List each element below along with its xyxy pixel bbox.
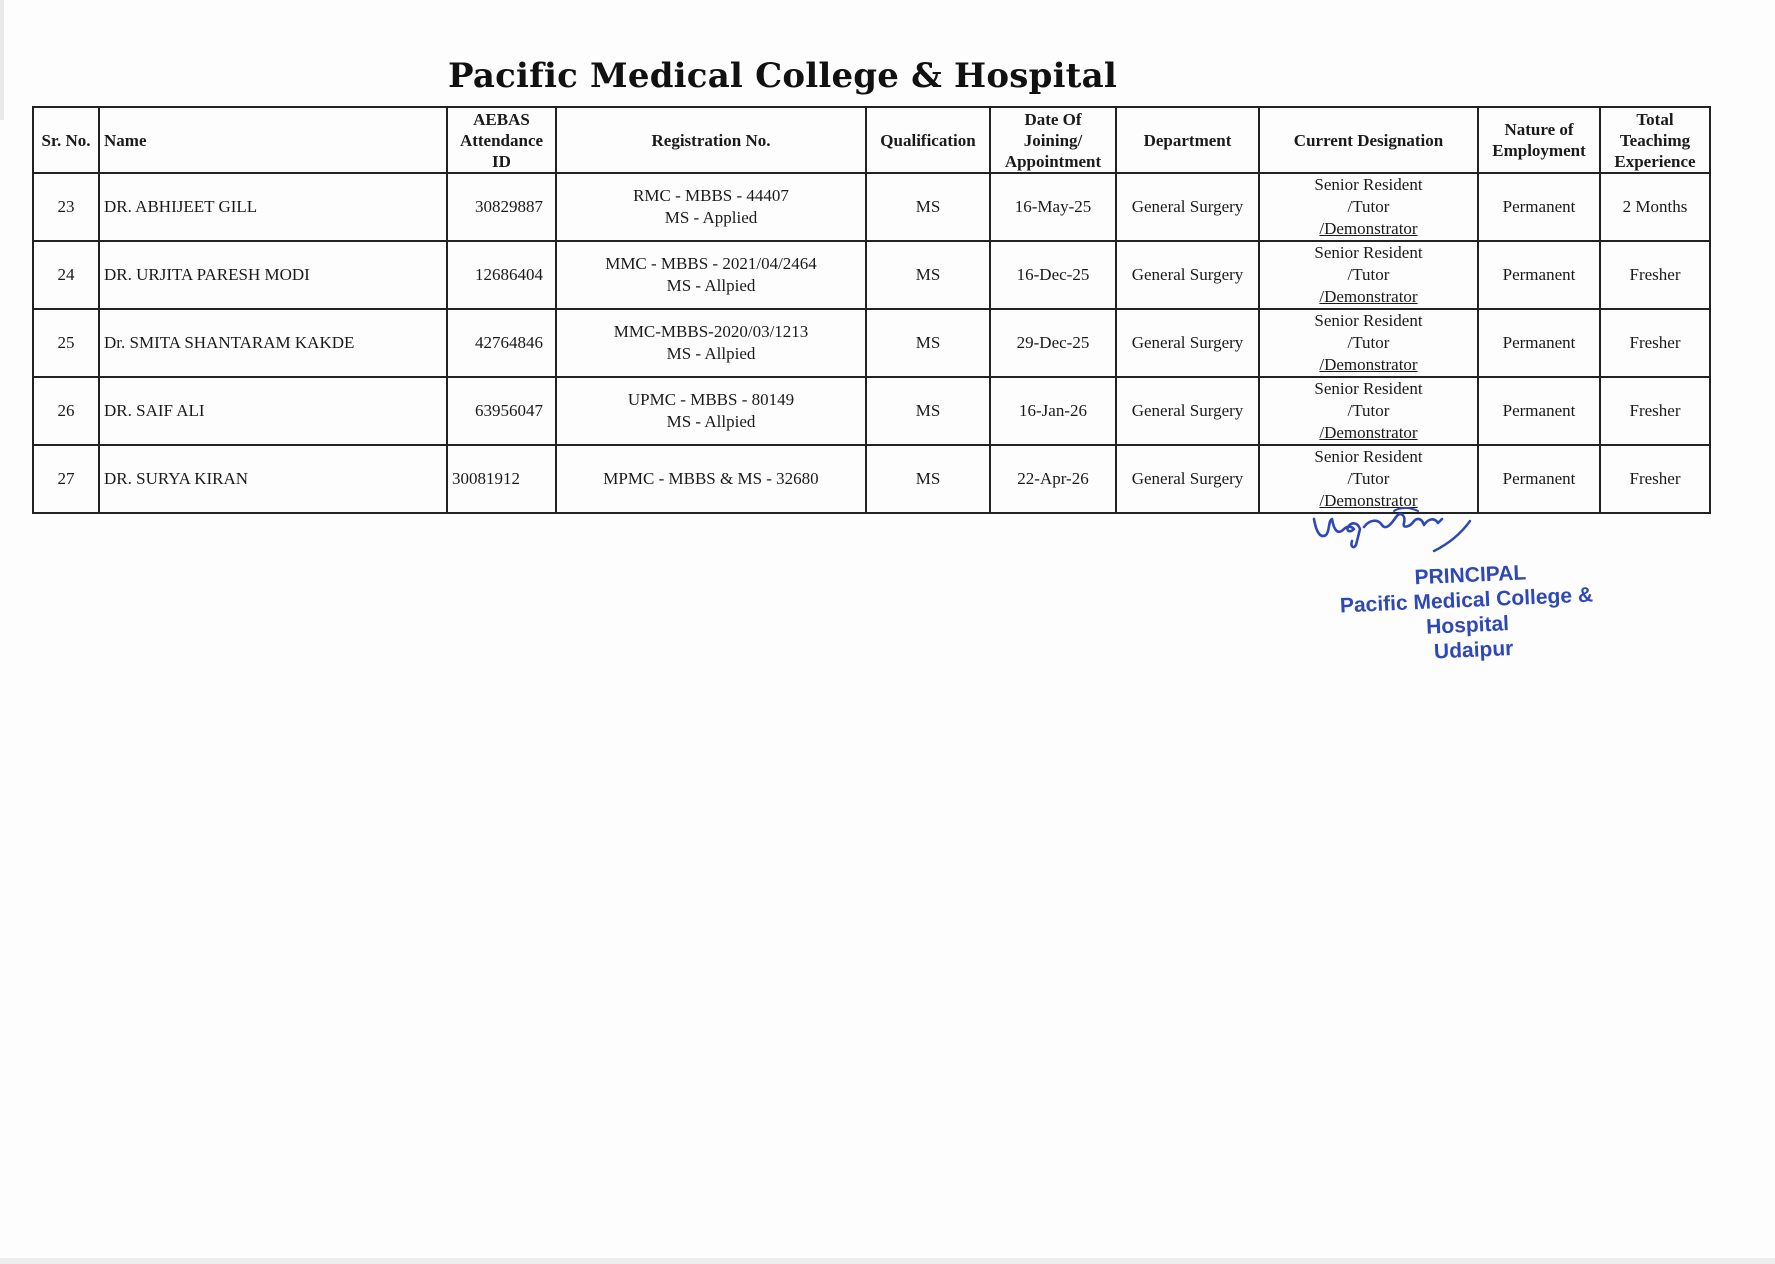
cell-nature-of-employment: Permanent [1478, 445, 1600, 513]
cell-sr-no: 26 [33, 377, 99, 445]
cell-registration: UPMC - MBBS - 80149 MS - Allpied [556, 377, 866, 445]
cell-qualification: MS [866, 445, 990, 513]
staff-table [32, 106, 1711, 514]
cell-nature-of-employment: Permanent [1478, 377, 1600, 445]
header-aebas: AEBAS Attendance ID [447, 107, 556, 173]
cell-aebas-id: 12686404 [447, 241, 556, 309]
cell-name: DR. SAIF ALI [99, 377, 447, 445]
stamp-institution: Pacific Medical College & Hospital [1339, 583, 1594, 639]
page-bottom-edge [0, 1258, 1775, 1264]
header-department: Department [1116, 107, 1259, 173]
cell-teaching-experience: Fresher [1600, 309, 1710, 377]
cell-department: General Surgery [1116, 445, 1259, 513]
principal-stamp [1305, 556, 1639, 670]
cell-date-of-joining: 29-Dec-25 [990, 309, 1116, 377]
cell-aebas-id: 63956047 [447, 377, 556, 445]
cell-sr-no: 24 [33, 241, 99, 309]
cell-registration: RMC - MBBS - 44407 MS - Applied [556, 173, 866, 241]
cell-aebas-id: 30829887 [447, 173, 556, 241]
cell-designation: Senior Resident /Tutor /Demonstrator [1259, 241, 1478, 309]
cell-designation: Senior Resident /Tutor /Demonstrator [1259, 309, 1478, 377]
header-nature-of-employment: Nature of Employment [1478, 107, 1600, 173]
cell-qualification: MS [866, 173, 990, 241]
cell-aebas-id: 42764846 [447, 309, 556, 377]
table-row [33, 173, 1710, 241]
stamp-title: PRINCIPAL [1414, 561, 1527, 590]
table-row [33, 309, 1710, 377]
table-header-row [33, 107, 1710, 173]
table-row [33, 241, 1710, 309]
cell-teaching-experience: Fresher [1600, 241, 1710, 309]
cell-nature-of-employment: Permanent [1478, 241, 1600, 309]
header-teaching-experience: Total Teachimg Experience [1600, 107, 1710, 173]
cell-department: General Surgery [1116, 377, 1259, 445]
cell-aebas-id: 30081912 [447, 445, 556, 513]
cell-date-of-joining: 16-Dec-25 [990, 241, 1116, 309]
principal-signature [1310, 505, 1510, 565]
cell-registration: MPMC - MBBS & MS - 32680 [556, 445, 866, 513]
cell-date-of-joining: 16-May-25 [990, 173, 1116, 241]
cell-nature-of-employment: Permanent [1478, 173, 1600, 241]
cell-name: Dr. SMITA SHANTARAM KAKDE [99, 309, 447, 377]
cell-sr-no: 25 [33, 309, 99, 377]
cell-name: DR. SURYA KIRAN [99, 445, 447, 513]
header-name: Name [99, 107, 447, 173]
table-row [33, 377, 1710, 445]
cell-sr-no: 23 [33, 173, 99, 241]
table-row [33, 445, 1710, 513]
cell-nature-of-employment: Permanent [1478, 309, 1600, 377]
document-title: Pacific Medical College & Hospital [448, 56, 1117, 96]
cell-teaching-experience: Fresher [1600, 377, 1710, 445]
cell-teaching-experience: 2 Months [1600, 173, 1710, 241]
header-designation: Current Designation [1259, 107, 1478, 173]
cell-name: DR. ABHIJEET GILL [99, 173, 447, 241]
header-date-of-joining: Date Of Joining/ Appointment [990, 107, 1116, 173]
header-sr-no: Sr. No. [33, 107, 99, 173]
cell-sr-no: 27 [33, 445, 99, 513]
cell-designation: Senior Resident /Tutor /Demonstrator [1259, 377, 1478, 445]
stamp-city: Udaipur [1433, 637, 1514, 664]
cell-department: General Surgery [1116, 309, 1259, 377]
cell-date-of-joining: 16-Jan-26 [990, 377, 1116, 445]
cell-designation: Senior Resident /Tutor /Demonstrator [1259, 445, 1478, 513]
cell-qualification: MS [866, 377, 990, 445]
header-registration: Registration No. [556, 107, 866, 173]
header-qualification: Qualification [866, 107, 990, 173]
cell-registration: MMC-MBBS-2020/03/1213 MS - Allpied [556, 309, 866, 377]
cell-date-of-joining: 22-Apr-26 [990, 445, 1116, 513]
cell-name: DR. URJITA PARESH MODI [99, 241, 447, 309]
cell-department: General Surgery [1116, 173, 1259, 241]
cell-qualification: MS [866, 309, 990, 377]
cell-qualification: MS [866, 241, 990, 309]
cell-teaching-experience: Fresher [1600, 445, 1710, 513]
cell-registration: MMC - MBBS - 2021/04/2464 MS - Allpied [556, 241, 866, 309]
cell-designation: Senior Resident /Tutor /Demonstrator [1259, 173, 1478, 241]
cell-department: General Surgery [1116, 241, 1259, 309]
